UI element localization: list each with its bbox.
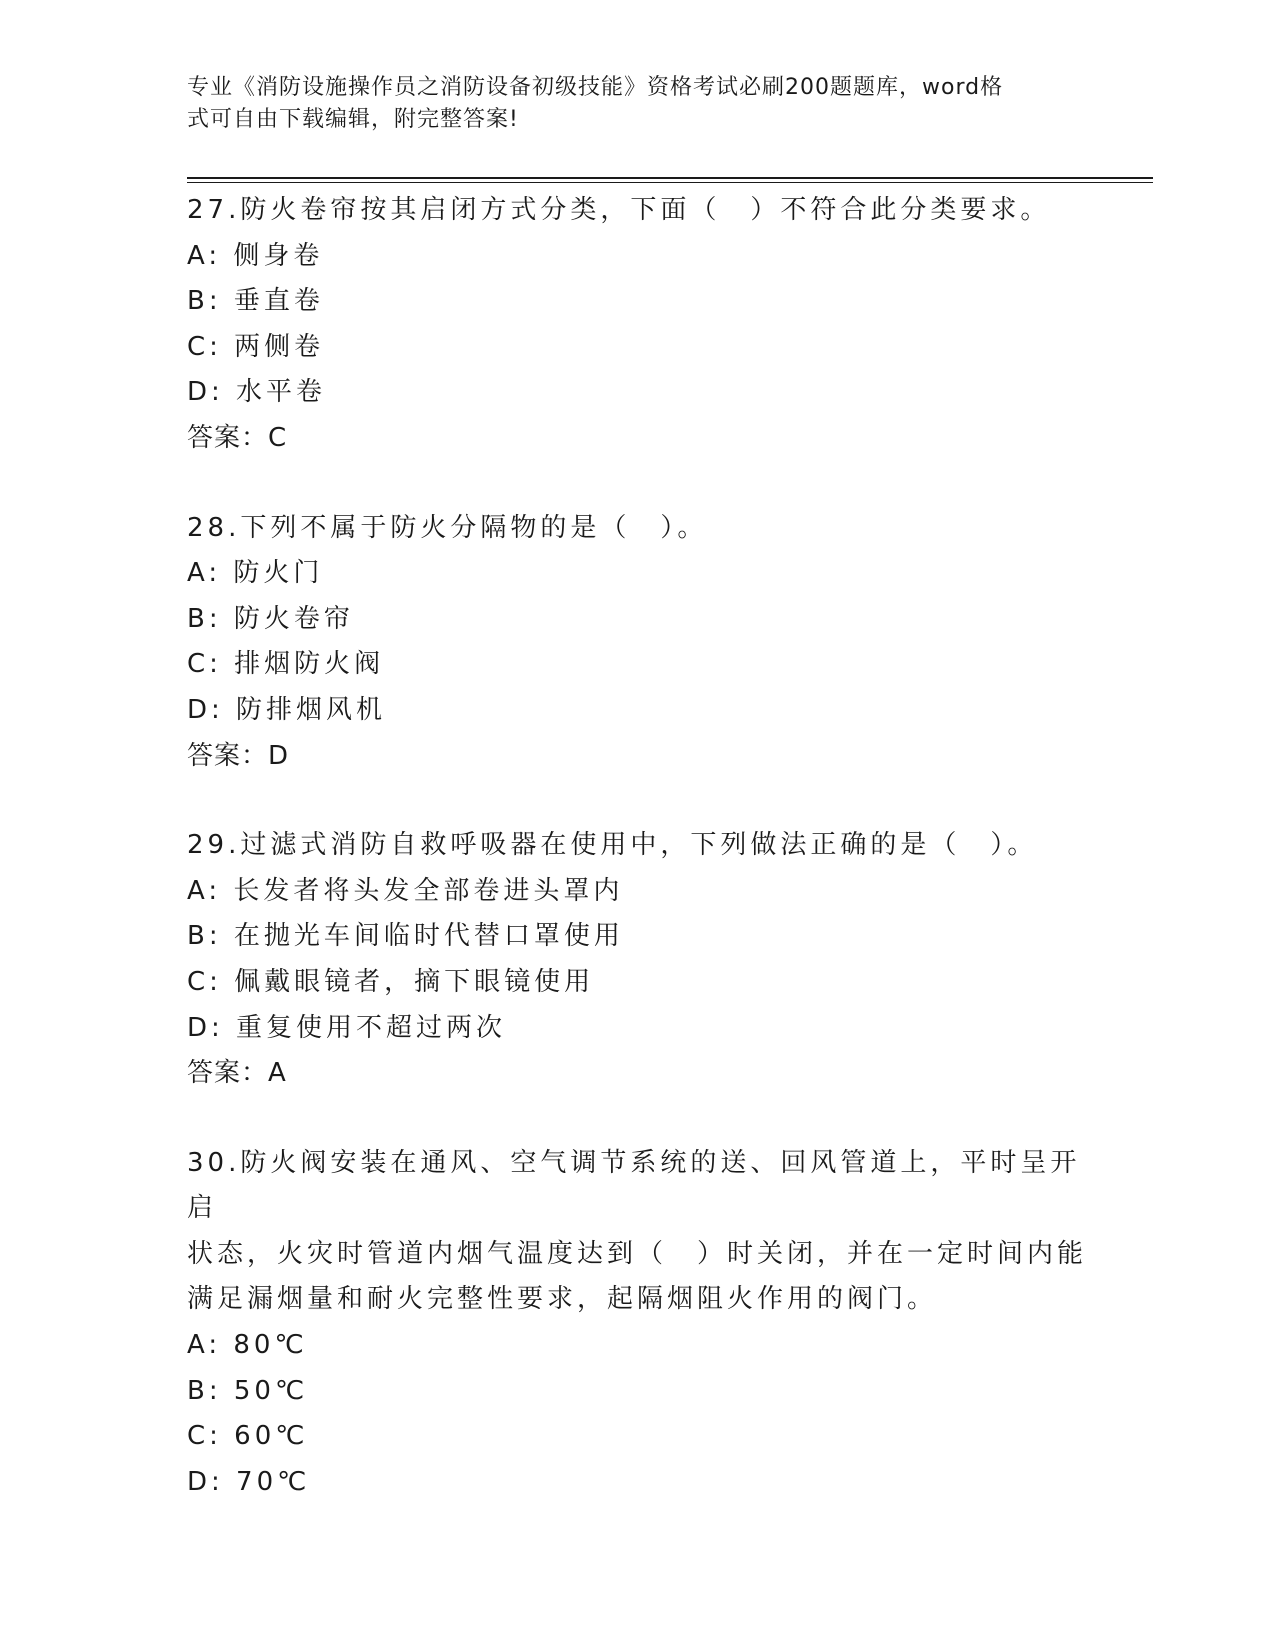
option-b: B: 防火卷帘	[187, 603, 354, 634]
question-stem-line-2: 状态，火灾时管道内烟气温度达到（ ）时关闭，并在一定时间内能	[187, 1238, 1088, 1269]
option-a: A: 长发者将头发全部卷进头罩内	[187, 875, 624, 906]
question-28	[187, 506, 1087, 780]
option-c: C: 60℃	[187, 1421, 309, 1452]
option-c: C: 佩戴眼镜者，摘下眼镜使用	[187, 966, 595, 997]
question-list	[187, 188, 1087, 1549]
option-b: B: 50℃	[187, 1375, 309, 1406]
option-a: A: 防火门	[187, 558, 324, 589]
question-stem-line-3: 满足漏烟量和耐火完整性要求，起隔烟阻火作用的阀门。	[187, 1284, 938, 1315]
option-a: A: 80℃	[187, 1330, 308, 1361]
question-30	[187, 1141, 1087, 1506]
option-b: B: 垂直卷	[187, 286, 324, 317]
option-c: C: 两侧卷	[187, 331, 325, 362]
answer-line: 答案：C	[187, 422, 288, 453]
question-stem-line-1: 30.防火阀安装在通风、空气调节系统的送、回风管道上，平时呈开启	[187, 1147, 1081, 1224]
header-divider-thin	[187, 182, 1153, 183]
option-d: D: 水平卷	[187, 377, 327, 408]
answer-line: 答案：A	[187, 1058, 287, 1089]
header-line-2: 式可自由下载编辑，附完整答案!	[187, 107, 519, 132]
answer-line: 答案：D	[187, 740, 290, 771]
question-stem: 29.过滤式消防自救呼吸器在使用中，下列做法正确的是（ ）。	[187, 830, 1038, 861]
question-stem: 28.下列不属于防火分隔物的是（ ）。	[187, 512, 708, 543]
question-27	[187, 188, 1087, 462]
option-a: A: 侧身卷	[187, 240, 324, 271]
header-line-1: 专业《消防设施操作员之消防设备初级技能》资格考试必刷200题题库，word格	[187, 75, 1004, 100]
header-divider-thick	[187, 177, 1153, 179]
option-d: D: 70℃	[187, 1466, 311, 1497]
option-d: D: 重复使用不超过两次	[187, 1012, 507, 1043]
question-29	[187, 823, 1087, 1097]
question-stem: 27.防火卷帘按其启闭方式分类，下面（ ）不符合此分类要求。	[187, 195, 1051, 225]
document-header	[187, 72, 1067, 136]
option-c: C: 排烟防火阀	[187, 649, 385, 680]
option-b: B: 在抛光车间临时代替口罩使用	[187, 921, 624, 952]
option-d: D: 防排烟风机	[187, 694, 387, 725]
